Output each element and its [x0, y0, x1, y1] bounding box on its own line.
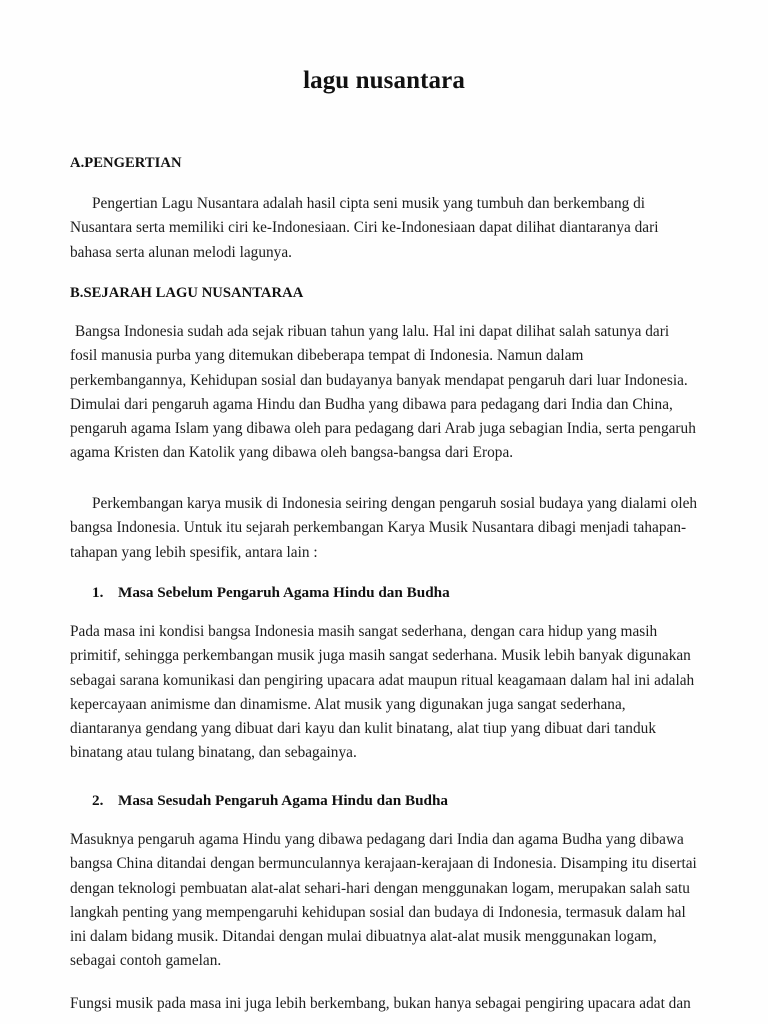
section-b-paragraph-1 [70, 320, 698, 466]
list-item-1 [70, 581, 698, 605]
list-item-2-row [70, 789, 698, 813]
page-title: lagu nusantara [303, 67, 465, 94]
paragraph-fungsi-musik: Fungsi musik pada masa ini juga lebih berkembang, bukan hanya sebagai pengiring upacara adat dan [70, 995, 691, 1012]
list-item-2 [70, 789, 698, 813]
paragraph-pengertian: Pengertian Lagu Nusantara adalah hasil cipta seni musik yang tumbuh dan berkembang di Nusantara serta memiliki ciri ke-Indonesiaan. Ciri ke-Indonesiaan dapat dilihat diantaranya dari bahasa serta alunan melodi lagunya. [70, 195, 659, 261]
section-heading-pengertian [70, 155, 698, 173]
paragraph-masa-sebelum: Pada masa ini kondisi bangsa Indonesia masih sangat sederhana, dengan cara hidup yang masih primitif, sehingga perkembangan musik juga masih sangat sederhana. Musik lebih banyak digunakan sebagai sarana komunikasi dan pengiring upacara adat maupun ritual keagamaan dalam hal ini adalah kepercayaan animisme dan dinamisme. Alat musik yang digunakan juga sangat sederhana, diantaranya gendang yang dibuat dari kayu dan kulit binatang, alat tiup yang dibuat dari tanduk binatang atau tulang binatang, dan sebagainya. [70, 623, 695, 762]
list-item-1-title: Masa Sebelum Pengaruh Agama Hindu dan Budha [118, 584, 450, 601]
list-item-1-body [70, 620, 698, 766]
section-heading-sejarah [70, 285, 698, 303]
section-b-paragraph-2 [70, 492, 698, 565]
list-item-2-number: 2. [92, 792, 104, 809]
list-item-1-row [70, 581, 698, 605]
list-item-2-title: Masa Sesudah Pengaruh Agama Hindu dan Budha [118, 792, 449, 809]
list-item-1-number: 1. [92, 584, 104, 601]
section-a-paragraph [70, 192, 698, 265]
paragraph-bangsa-indonesia: Bangsa Indonesia sudah ada sejak ribuan tahun yang lalu. Hal ini dapat dilihat salah satunya dari fosil manusia purba yang ditemukan dibeberapa tempat di Indonesia. Namun dalam perkembangannya, Kehidupan sosial dan budayanya banyak mendapat pengaruh dari luar Indonesia. Dimulai dari pengaruh agama Hindu dan Budha yang dibawa para pedagang dari India dan China, pengaruh agama Islam yang dibawa oleh para pedagang dari Arab juga sebagian India, serta pengaruh agama Kristen dan Katolik yang dibawa oleh bangsa-bangsa dari Eropa. [70, 323, 696, 462]
trailing-paragraph-clipped [70, 992, 698, 1024]
section-b-heading-text: B.SEJARAH LAGU NUSANTARAA [70, 285, 304, 301]
paragraph-perkembangan: Perkembangan karya musik di Indonesia seiring dengan pengaruh sosial budaya yang dialami oleh bangsa Indonesia. Untuk itu sejarah perkembangan Karya Musik Nusantara dibagi menjadi tahapan-tahapan yang lebih spesifik, antara lain : [70, 495, 698, 561]
list-item-2-body [70, 828, 698, 974]
paragraph-masa-sesudah: Masuknya pengaruh agama Hindu yang dibawa pedagang dari India dan agama Budha yang dibawa bangsa China ditandai dengan bermunculannya kerajaan-kerajaan di Indonesia. Disamping itu disertai dengan teknologi pembuatan alat-alat sehari-hari dengan menggunakan logam, merupakan salah satu langkah penting yang mempengaruhi kehidupan sosial dan budaya di Indonesia, termasuk dalam hal ini dalam bidang musik. Ditandai dengan mulai dibuatnya alat-alat musik menggunakan logam, sebagai contoh gamelan. [70, 831, 697, 970]
section-a-heading-text: A.PENGERTIAN [70, 155, 182, 171]
